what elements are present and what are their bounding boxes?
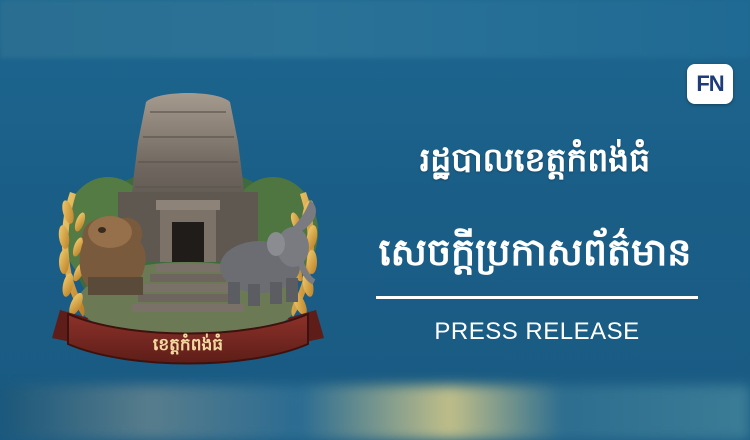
top-blurred-strip: [0, 0, 750, 58]
bottom-blurred-strip: [0, 385, 750, 440]
fn-logo-badge: [687, 64, 733, 104]
province-administration-title: រដ្ឋបាលខេត្តកំពង់ធំ: [419, 140, 651, 179]
title-divider: [376, 296, 698, 299]
press-release-title-khmer: សេចក្តីប្រកាសព័ត៌មាន: [378, 230, 692, 274]
press-release-label: PRESS RELEASE: [434, 318, 640, 345]
province-seal-graphic: [38, 82, 338, 372]
ribbon-text: ខេត្តកំពង់ធំ: [152, 335, 224, 355]
province-seal: [38, 82, 338, 372]
fn-logo-text: FN: [696, 71, 724, 96]
lion-statue: [80, 216, 146, 295]
